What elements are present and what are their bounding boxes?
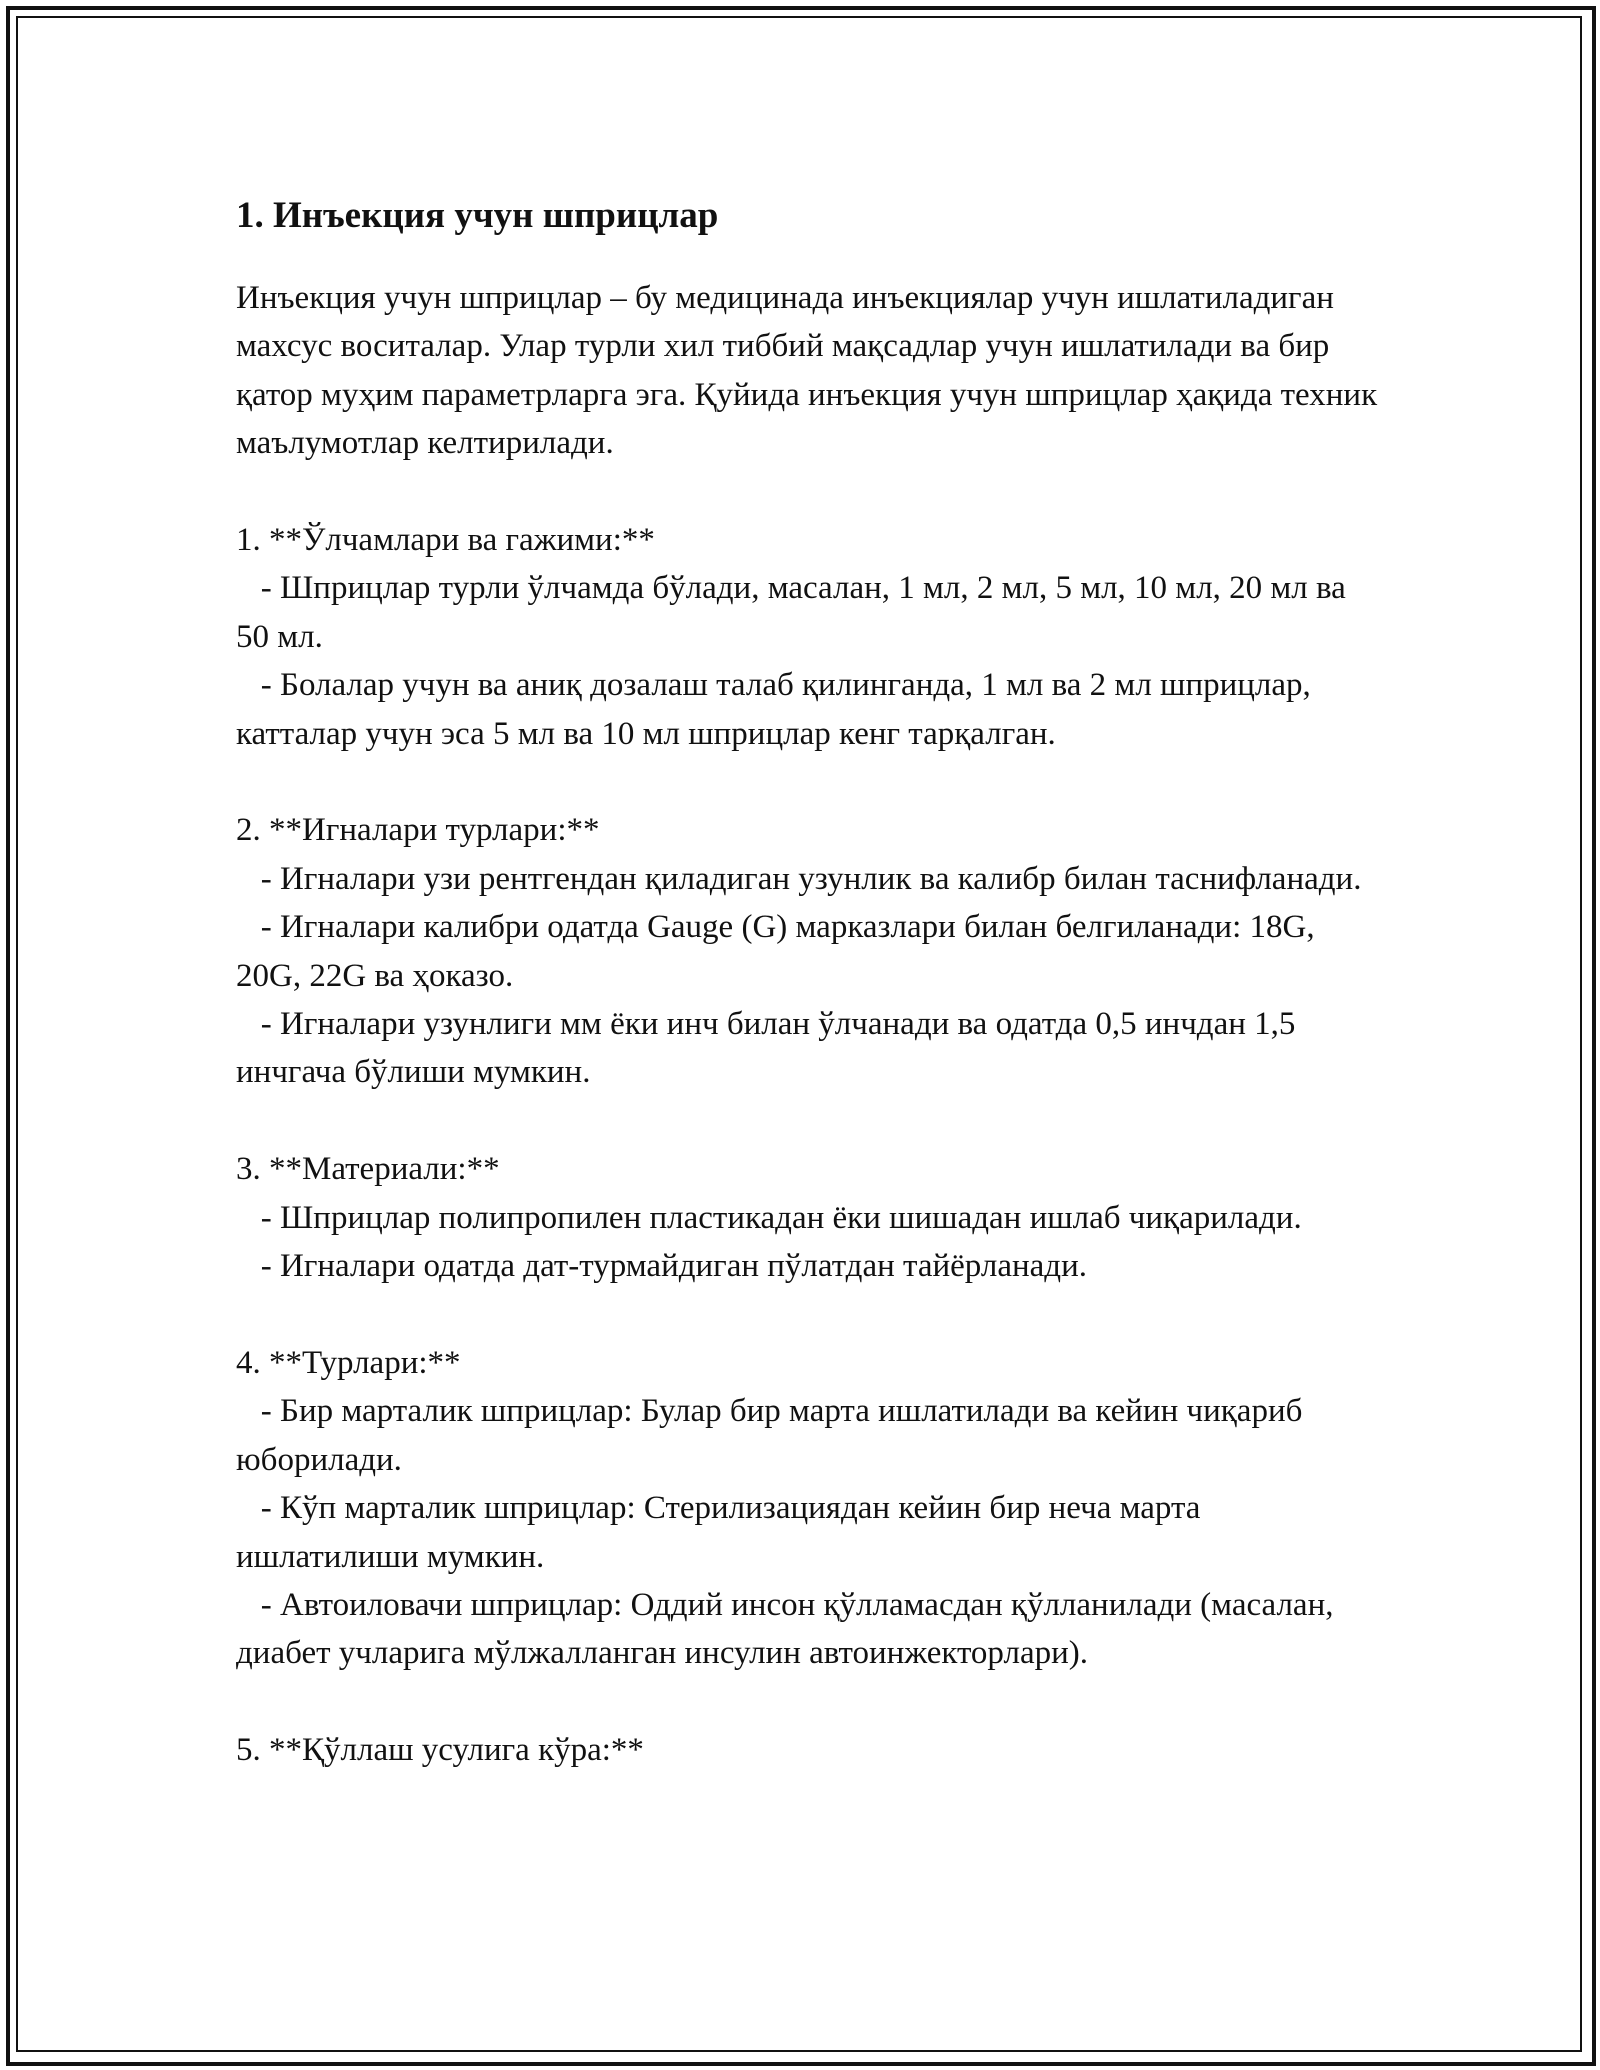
- list-item: - Шприцлар полипропилен пластикадан ёки шишадан ишлаб чиқарилади.: [236, 1199, 1302, 1236]
- list-item: - Игналари калибри одатда Gauge (G) марказлари билан белгиланади: 18G, 20G, 22G ва ҳоказо.: [236, 909, 1323, 994]
- section-5: [236, 1726, 1386, 1774]
- intro-paragraph: Инъекция учун шприцлар – бу медицинада инъекциялар учун ишлатиладиган махсус воситалар. Улар турли хил тиббий мақсадлар учун ишлатилади ва бир қатор муҳим параметрларга эга. Қуйида инъекция учун шприцлар ҳақида техник маълумотлар келтирилади.: [236, 280, 1386, 462]
- section-heading: 2. **Игналари турлари:**: [236, 812, 600, 849]
- list-item: - Болалар учун ва аниқ дозалаш талаб қилинганда, 1 мл ва 2 мл шприцлар, катталар учун эса 5 мл ва 10 мл шприцлар кенг тарқалган.: [236, 667, 1320, 752]
- section-4: [236, 1339, 1386, 1678]
- list-item: - Бир марталик шприцлар: Булар бир марта ишлатилади ва кейин чиқариб юборилади.: [236, 1393, 1311, 1478]
- paragraph-spacer: [236, 1290, 1386, 1338]
- section-heading: 5. **Қўллаш усулига кўра:**: [236, 1732, 644, 1769]
- section-heading: 4. **Турлари:**: [236, 1344, 461, 1381]
- paragraph-spacer: [236, 758, 1386, 806]
- list-item: - Кўп марталик шприцлар: Стерилизациядан кейин бир неча марта ишлатилиши мумкин.: [236, 1490, 1209, 1575]
- section-1: [236, 516, 1386, 758]
- document-title: 1. Инъекция учун шприцлар: [236, 195, 719, 236]
- list-item: - Игналари узунлиги мм ёки инч билан ўлчанади ва одатда 0,5 инчдан 1,5 инчгача бўлиши мумкин.: [236, 1006, 1304, 1091]
- section-3: [236, 1145, 1386, 1290]
- paragraph-spacer: [236, 1097, 1386, 1145]
- paragraph-spacer: [236, 468, 1386, 516]
- section-heading: 3. **Материали:**: [236, 1151, 500, 1188]
- list-item: - Игналари узи рентгендан қиладиган узунлик ва калибр билан таснифланади.: [236, 860, 1362, 897]
- list-item: - Шприцлар турли ўлчамда бўлади, масалан, 1 мл, 2 мл, 5 мл, 10 мл, 20 мл ва 50 мл.: [236, 570, 1355, 655]
- list-item: - Игналари одатда дат-турмайдиган пўлатдан тайёрланади.: [236, 1248, 1087, 1285]
- paragraph-spacer: [236, 1678, 1386, 1726]
- section-2: [236, 806, 1386, 1096]
- section-heading: 1. **Ўлчамлари ва гажими:**: [236, 522, 655, 559]
- document-body: [236, 188, 1386, 1775]
- list-item: - Автоиловачи шприцлар: Оддий инсон қўлламасдан қўлланилади (масалан, диабет учларига мўлжалланган инсулин автоинжекторлари).: [236, 1586, 1342, 1672]
